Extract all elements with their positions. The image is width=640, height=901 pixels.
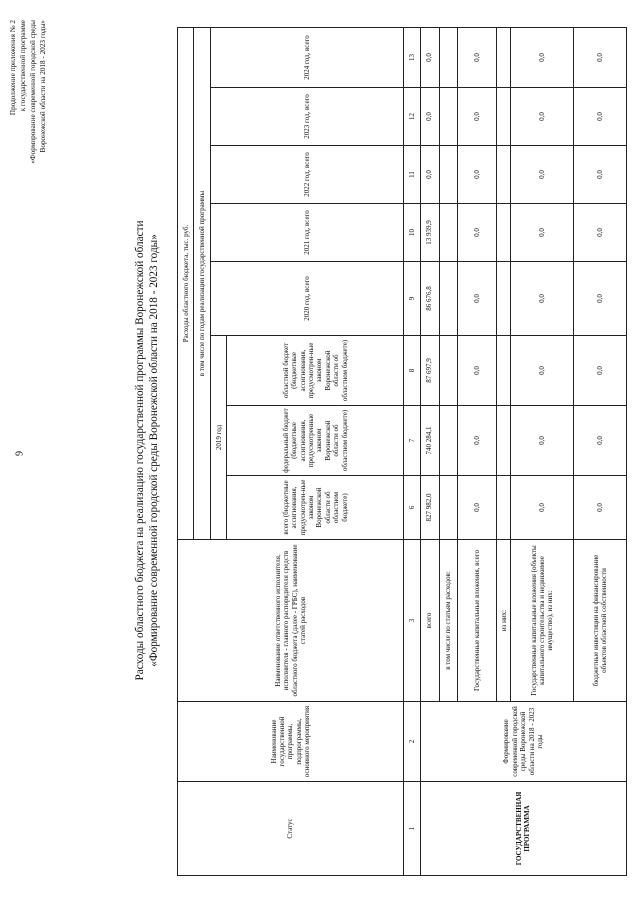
status-value: ГОСУДАРСТВЕННАЯ ПРОГРАММА (514, 791, 532, 866)
cell-value: 0,0 (511, 336, 573, 406)
header-year-2019: 2019 год (210, 336, 226, 540)
cell-value (439, 262, 458, 336)
row-label: бюджетные инвестиции на финансирование объектов областной собственности (573, 540, 626, 702)
cell-value: 0,0 (458, 262, 497, 336)
header-2019-federal: федеральный бюджет (бюджетные ассигнования, предусмотренные законом Воронежской области об областном бюджете) (227, 406, 404, 476)
col-num: 3 (404, 540, 420, 702)
cell-value: 0,0 (573, 406, 626, 476)
cell-value: 0,0 (573, 476, 626, 540)
appendix-line-1: Продолжение приложения № 2 (9, 20, 17, 116)
cell-value (439, 27, 458, 87)
status-cell (420, 782, 626, 876)
cell-value: 0,0 (458, 406, 497, 476)
col-num: 8 (404, 336, 420, 406)
row-label: из них: (497, 540, 511, 702)
cell-value: 0,0 (458, 476, 497, 540)
column-number-row (404, 27, 420, 875)
appendix-note (8, 20, 48, 380)
cell-value (439, 88, 458, 146)
cell-value: 0,0 (458, 88, 497, 146)
budget-table (177, 27, 627, 876)
table-row (420, 27, 439, 875)
cell-value: 0,0 (511, 406, 573, 476)
cell-value (497, 262, 511, 336)
heading-line-2: «Формирование современной городской среды Воронежской области на 2018 - 2023 годы» (148, 234, 160, 667)
cell-value: 0,0 (420, 146, 439, 204)
col-num: 7 (404, 406, 420, 476)
cell-value: 0,0 (511, 88, 573, 146)
cell-value: 0,0 (573, 204, 626, 262)
header-2022: 2022 год, всего (210, 146, 403, 204)
cell-value: 0,0 (458, 27, 497, 87)
heading-line-1: Расходы областного бюджета на реализацию государственной программы Воронежской области (134, 220, 146, 681)
appendix-line-4: Воронежской области на 2018 - 2023 годы» (39, 20, 47, 153)
col-num: 12 (404, 88, 420, 146)
cell-value: 0,0 (458, 336, 497, 406)
cell-value: 87 697,9 (420, 336, 439, 406)
row-label: всего (420, 540, 439, 702)
cell-value (439, 336, 458, 406)
document-heading (133, 120, 161, 781)
col-num: 2 (404, 702, 420, 782)
cell-value (497, 88, 511, 146)
header-2024: 2024 год, всего (210, 27, 403, 87)
row-label: в том числе по статьям расходов: (439, 540, 458, 702)
appendix-line-3: «Формирование современной городской среды (29, 20, 37, 164)
cell-value (439, 406, 458, 476)
cell-value: 0,0 (458, 204, 497, 262)
col-num: 6 (404, 476, 420, 540)
cell-value: 0,0 (573, 88, 626, 146)
cell-value (497, 27, 511, 87)
cell-value: 740 284,1 (420, 406, 439, 476)
col-num: 9 (404, 262, 420, 336)
cell-value: 13 939,9 (420, 204, 439, 262)
cell-value: 0,0 (511, 27, 573, 87)
col-num: 1 (404, 782, 420, 876)
cell-value: 0,0 (511, 204, 573, 262)
cell-value (439, 146, 458, 204)
cell-value: 0,0 (511, 262, 573, 336)
cell-value (497, 204, 511, 262)
header-by-years: в том числе по годам реализации государственной программы (194, 27, 210, 539)
cell-value (439, 204, 458, 262)
col-num: 13 (404, 27, 420, 87)
cell-value (497, 336, 511, 406)
header-2019-total: всего (бюджетные ассигнования, предусмотрен-ные законом Воронежской области об областном бюджете) (227, 476, 404, 540)
cell-value: 0,0 (573, 336, 626, 406)
program-name-cell: Формирование современной городской среды Воронежской области на 2018 - 2023 годы (420, 702, 626, 782)
cell-value: 827 982,0 (420, 476, 439, 540)
header-budget: Расходы областного бюджета, тыс. руб. (178, 27, 194, 539)
col-num: 10 (404, 204, 420, 262)
cell-value (439, 476, 458, 540)
header-status: Статус (178, 782, 404, 876)
cell-value (497, 476, 511, 540)
cell-value: 0,0 (511, 476, 573, 540)
header-program-name: Наименование государственной программы, подпрограммы, основного мероприятия (178, 702, 404, 782)
header-executor: Наименование ответственного исполнителя, исполнителя - главного распорядителя средств областного бюджета (далее - ГРБС), наименование статей расходов (178, 540, 404, 702)
cell-value: 0,0 (458, 146, 497, 204)
page-number: 9 (14, 451, 26, 456)
cell-value (497, 406, 511, 476)
cell-value: 0,0 (573, 146, 626, 204)
col-num: 11 (404, 146, 420, 204)
cell-value: 0,0 (573, 27, 626, 87)
cell-value (497, 146, 511, 204)
header-2021: 2021 год, всего (210, 204, 403, 262)
row-label: Государственные капитальные вложения (объекты капитального строительства и недвижимое имущество), из них: (511, 540, 573, 702)
header-2023: 2023 год, всего (210, 88, 403, 146)
cell-value: 0,0 (573, 262, 626, 336)
header-2020: 2020 год, всего (210, 262, 403, 336)
header-2019-regional: областной бюджет (бюджетные ассигнования, предусмотрен-ные законом Воронежской области об областном бюджете) (227, 336, 404, 406)
row-label: Государственные капитальные вложения, всего (458, 540, 497, 702)
cell-value: 86 676,8 (420, 262, 439, 336)
cell-value: 0,0 (511, 146, 573, 204)
appendix-line-2: к государственной программе (19, 20, 27, 112)
cell-value: 0,0 (420, 88, 439, 146)
cell-value: 0,0 (420, 27, 439, 87)
